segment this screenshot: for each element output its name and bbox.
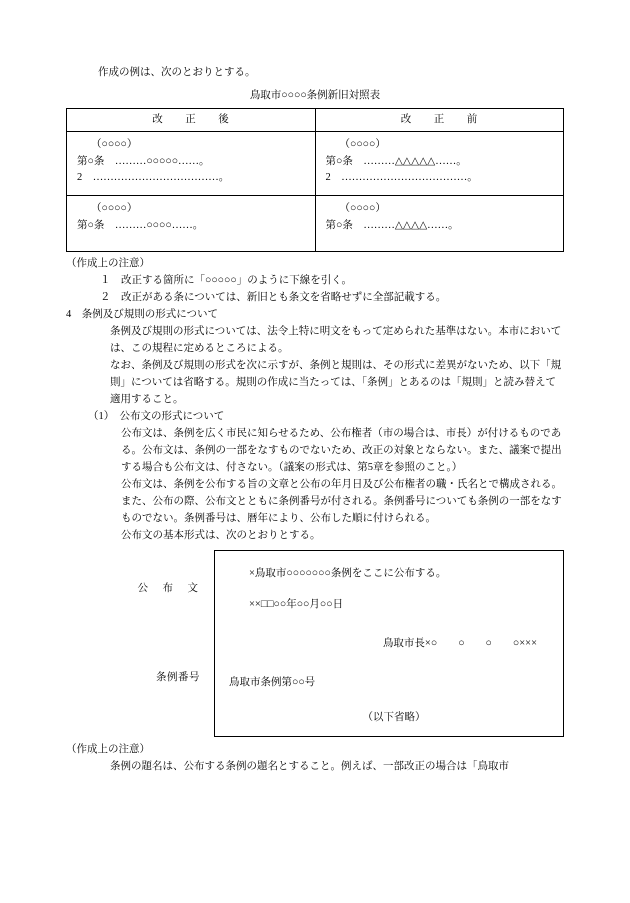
comparison-table (66, 108, 564, 252)
subsection-paragraph-2: 公布文は、条例を公布する旨の文章と公布の年月日及び公布権者の職・氏名とで構成される。 (121, 479, 562, 490)
section4-paragraph-1: 条例及び規則の形式については、法令上特に明文をもって定められた基準はない。本市においては、この規程に定めるところによる。 (110, 326, 562, 354)
table-cell-after-2 (67, 196, 316, 252)
proclamation-signer: 鳥取市長×○ ○ ○ ○××× (382, 638, 537, 649)
proclamation-box (214, 550, 564, 737)
table-row (67, 132, 564, 196)
table-header-after: 改 正 後 (67, 109, 316, 132)
proclamation-omission: （以下省略） (362, 712, 426, 723)
table-cell-before-1 (315, 132, 564, 196)
cell-line: 第○条 ………○○○○……。 (77, 219, 204, 231)
cell-line: 第○条 ………△△△△△……。 (325, 155, 467, 167)
proclamation-body-line2: ××□□○○年○○月○○日 (249, 599, 344, 610)
cell-line: （○○○○） (339, 203, 386, 214)
cell-line: 2 ………………………………。 (77, 172, 230, 184)
proclamation-body-line1: ×鳥取市○○○○○○○条例をここに公布する。 (249, 568, 447, 579)
cell-line: （○○○○） (91, 139, 138, 150)
notice2-heading: （作成上の注意） (66, 744, 150, 755)
subsection-paragraph-3: また、公布の際、公布文とともに条例番号が付される。条例番号についても条例の一部をなすものでない。条例番号は、暦年により、公布した順に付けられる。 (121, 496, 562, 524)
cell-line: （○○○○） (91, 203, 138, 214)
table-row (67, 196, 564, 252)
notice1-item: ２ 改正がある条については、新旧とも条文を省略せずに全部記載する。 (100, 292, 447, 303)
subsection-paragraph-1: 公布文は、条例を広く市民に知らせるため、公布権者（市の場合は、市長）が付けるものである。公布文は、条例の一部をなすものでないため、改正の対象とならない。また、議案で提出する場合も公布文は、付さない。（議案の形式は、第5章を参照のこと。） (121, 428, 562, 473)
section4-title: 4 条例及び規則の形式について (66, 309, 219, 320)
subsection-paragraph-4: 公布文の基本形式は、次のとおりとする。 (121, 530, 321, 541)
table-header-row (67, 109, 564, 132)
proclamation-labels (66, 550, 214, 686)
cell-line: 2 ………………………………。 (325, 172, 478, 184)
label-ordinance-number: 条例番号 (156, 672, 200, 683)
cell-line: （○○○○） (339, 139, 386, 150)
label-proclamation-text: 公 布 文 (137, 583, 200, 594)
section4-paragraph-2: なお、条例及び規則の形式を次に示すが、条例と規則は、その形式に差異がないため、以下「規則」については省略する。規則の作成に当たっては、「条例」とあるのは「規則」と読み替えて適用すること。 (110, 360, 562, 405)
table-cell-before-2 (315, 196, 564, 252)
notice1-item: １ 改正する箇所に「○○○○○」のように下線を引く。 (100, 275, 352, 286)
cell-line: 第○条 ………△△△△……。 (325, 219, 459, 231)
table-header-before: 改 正 前 (315, 109, 564, 132)
notice1-list (66, 272, 564, 306)
proclamation-block (66, 550, 564, 737)
proclamation-number-line: 鳥取市条例第○○号 (229, 677, 316, 688)
intro-line: 作成の例は、次のとおりとする。 (98, 67, 256, 78)
table-title: 鳥取市○○○○条例新旧対照表 (249, 90, 381, 101)
table-cell-after-1 (67, 132, 316, 196)
cell-line: 第○条 ………○○○○○……。 (77, 155, 210, 167)
notice1-heading: （作成上の注意） (66, 258, 150, 269)
subsection-title: （1） 公布文の形式について (88, 411, 225, 422)
notice2-text: 条例の題名は、公布する条例の題名とすること。例えば、一部改正の場合は「鳥取市 (110, 761, 509, 772)
